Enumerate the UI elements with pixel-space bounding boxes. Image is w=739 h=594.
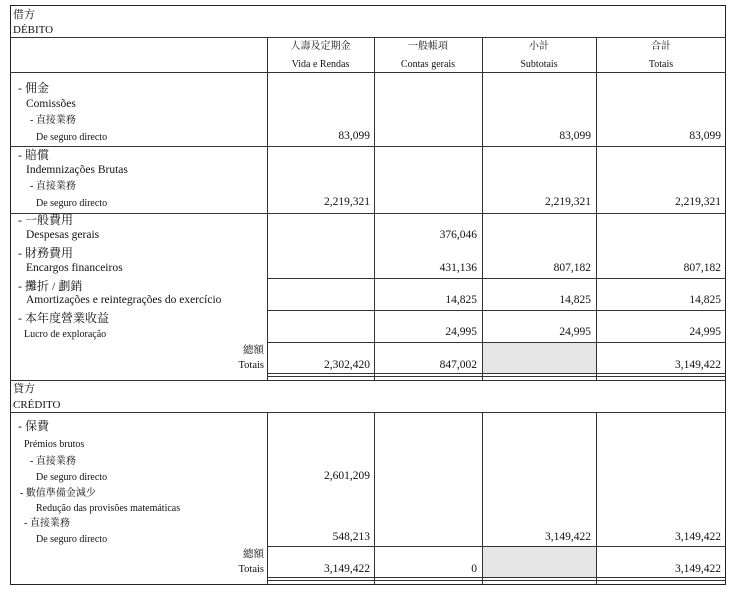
debit-subtotal-total-shade	[483, 343, 596, 373]
commissions-direct-zh: - 直接業務	[30, 115, 76, 126]
rule-below-credit-title	[10, 412, 726, 413]
premiums-label-zh: - 保費	[18, 419, 49, 433]
reserves-direct-zh: - 直接業務	[24, 518, 70, 529]
amortization-total-value: 14,825	[689, 294, 721, 306]
debit-totals-label-zh: 總額	[243, 345, 264, 356]
credit-totals-vida-value: 3,149,422	[324, 563, 370, 575]
debit-totals-gerais-value: 847,002	[439, 359, 477, 371]
claims-direct-pt: De seguro directo	[36, 198, 108, 209]
general-expenses-label-zh: - 一般費用	[18, 213, 73, 227]
claims-label-pt: Indemnizações Brutas	[26, 164, 128, 176]
financial-charges-subtotal-value: 807,182	[553, 262, 591, 274]
rule-after-claims	[10, 213, 726, 214]
premiums-direct-zh: - 直接業務	[30, 456, 76, 467]
operating-profit-label-pt: Lucro de exploração	[24, 329, 107, 340]
credit-title-pt: CRÉDITO	[13, 399, 61, 411]
claims-total-value: 2,219,321	[675, 196, 721, 208]
premiums-label-pt: Prémios brutos	[24, 439, 85, 450]
commissions-label-zh: - 佣金	[18, 81, 49, 95]
col-header-vida-pt: Vida e Rendas	[291, 59, 350, 70]
credit-col-divider-gerais	[374, 412, 375, 584]
rule-after-commissions	[10, 146, 726, 147]
col-header-subtotais-pt: Subtotais	[520, 59, 558, 70]
commissions-vida-value: 83,099	[338, 130, 370, 142]
debit-title-pt: DÉBITO	[13, 24, 54, 36]
financial-charges-label-pt: Encargos financeiros	[26, 262, 123, 274]
claims-label-zh: - 賠償	[18, 148, 49, 162]
rule-below-debit-title	[10, 37, 726, 38]
amortization-label-pt: Amortizações e reintegrações do exercício	[26, 294, 222, 306]
claims-subtotal-value: 2,219,321	[545, 196, 591, 208]
amortization-gerais-value: 14,825	[445, 294, 477, 306]
col-header-totais-pt: Totais	[648, 59, 674, 70]
credit-col-divider-vida	[267, 412, 268, 584]
operating-profit-label-zh: - 本年度營業收益	[18, 311, 109, 325]
general-expenses-gerais-value: 376,046	[439, 229, 477, 241]
amortization-subtotal-value: 14,825	[559, 294, 591, 306]
reserves-direct-pt: De seguro directo	[36, 534, 108, 545]
commissions-direct-pt: De seguro directo	[36, 132, 108, 143]
premiums-vida-value: 2,601,209	[324, 470, 370, 482]
credit-totals-gerais-value: 0	[471, 563, 477, 575]
operating-profit-total-value: 24,995	[689, 326, 721, 338]
reserves-label-pt: Redução das provisões matemáticas	[36, 503, 181, 514]
operating-profit-gerais-value: 24,995	[445, 326, 477, 338]
claims-direct-zh: - 直接業務	[30, 181, 76, 192]
operating-profit-subtotal-value: 24,995	[559, 326, 591, 338]
reserves-total-value: 3,149,422	[675, 531, 721, 543]
credit-title-zh: 貸方	[13, 383, 35, 395]
rule-credit-totals-2	[267, 580, 726, 581]
col-header-gerais-pt: Contas gerais	[400, 59, 456, 70]
col-header-totais-zh: 合計	[651, 41, 671, 52]
credit-totals-label-pt: Totais	[238, 564, 264, 575]
reserves-subtotal-value: 3,149,422	[545, 531, 591, 543]
rule-debit-totals-2	[267, 376, 726, 377]
rule-credit-totals-1	[267, 577, 726, 578]
financial-charges-gerais-value: 431,136	[439, 262, 477, 274]
rule-debit-totals-1	[267, 373, 726, 374]
reserves-vida-value: 548,213	[332, 531, 370, 543]
debit-title-zh: 借方	[13, 9, 35, 21]
debit-totals-total-value: 3,149,422	[675, 359, 721, 371]
col-divider-vida	[267, 37, 268, 380]
debit-totals-label-pt: Totais	[238, 360, 264, 371]
credit-totals-label-zh: 總額	[243, 549, 264, 560]
premiums-direct-pt: De seguro directo	[36, 472, 108, 483]
col-header-vida-zh: 人壽及定期金	[290, 41, 351, 52]
amortization-label-zh: - 攤折 / 劃銷	[18, 279, 83, 293]
col-header-subtotais-zh: 小計	[529, 41, 549, 52]
financial-charges-total-value: 807,182	[683, 262, 721, 274]
debit-totals-vida-value: 2,302,420	[324, 359, 370, 371]
general-expenses-label-pt: Despesas gerais	[26, 229, 100, 241]
commissions-total-value: 83,099	[689, 130, 721, 142]
rule-debit-section-end	[10, 380, 726, 381]
commissions-subtotal-value: 83,099	[559, 130, 591, 142]
rule-below-column-headers	[10, 72, 726, 73]
claims-vida-value: 2,219,321	[324, 196, 370, 208]
commissions-label-pt: Comissões	[26, 98, 76, 110]
credit-totals-total-value: 3,149,422	[675, 563, 721, 575]
rule-after-amortization	[267, 310, 726, 311]
rule-after-financial-charges	[267, 278, 726, 279]
financial-charges-label-zh: - 財務費用	[18, 246, 73, 260]
col-header-gerais-zh: 一般帳項	[408, 41, 448, 52]
credit-subtotal-total-shade	[483, 547, 596, 577]
reserves-label-zh: - 數值準備金減少	[20, 488, 96, 499]
credit-col-divider-totais	[596, 412, 597, 584]
